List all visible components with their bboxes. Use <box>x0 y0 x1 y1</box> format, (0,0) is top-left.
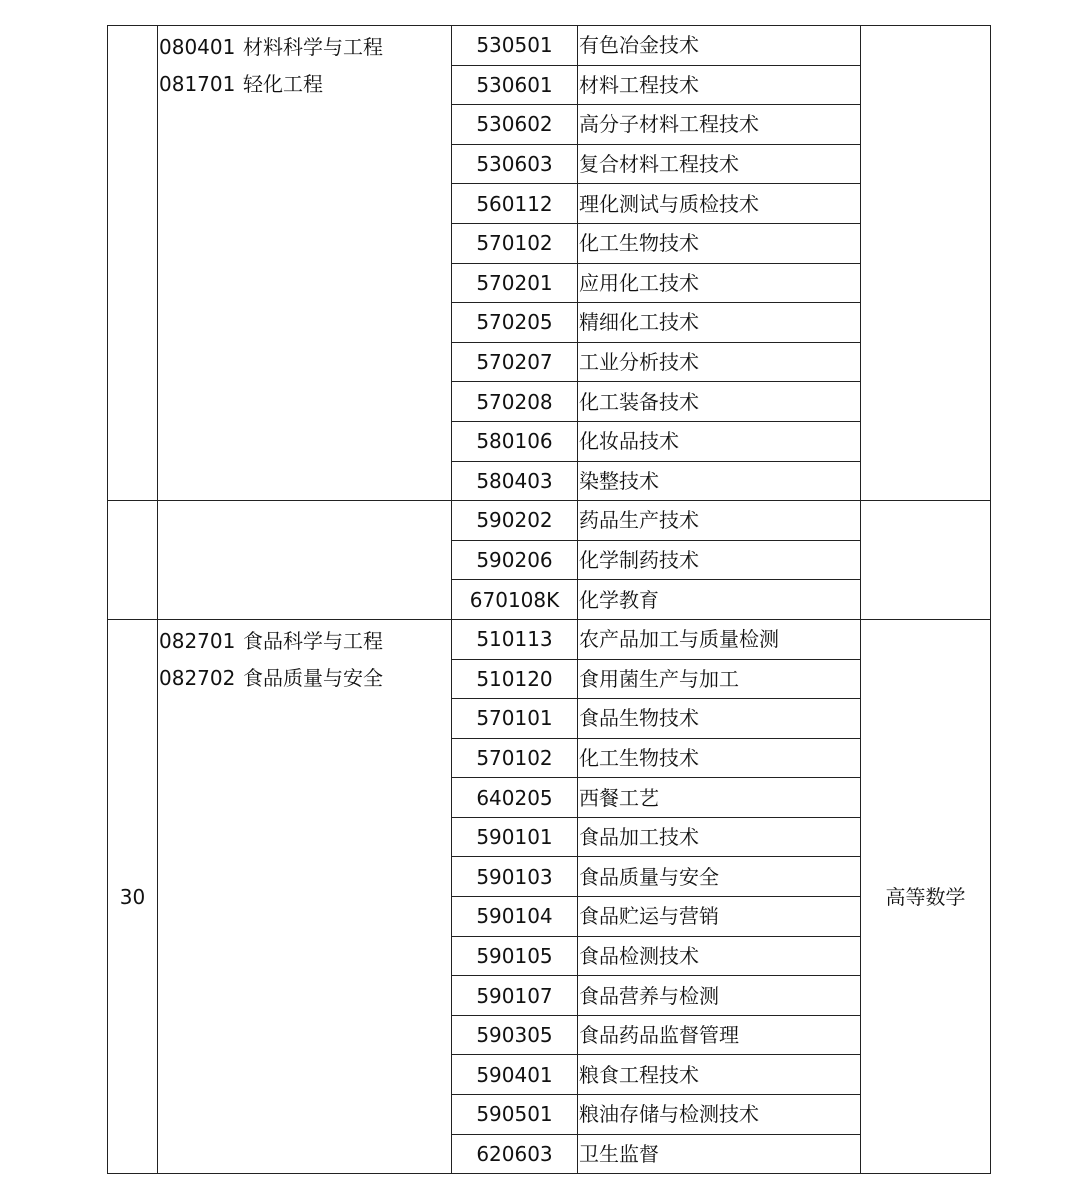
vocational-major-code: 570207 <box>452 342 578 382</box>
vocational-major-code: 590501 <box>452 1095 578 1135</box>
vocational-major-name: 食品检测技术 <box>578 936 861 976</box>
vocational-major-code: 530601 <box>452 65 578 105</box>
vocational-major-code: 590101 <box>452 817 578 857</box>
vocational-major-name: 食品药品监督管理 <box>578 1015 861 1055</box>
vocational-major-name: 卫生监督 <box>578 1134 861 1174</box>
vocational-major-name: 有色冶金技术 <box>578 26 861 66</box>
vocational-major-name: 药品生产技术 <box>578 501 861 541</box>
undergrad-major <box>159 63 451 100</box>
undergrad-major-name: 食品科学与工程 <box>243 628 383 653</box>
vocational-major-code: 530501 <box>452 26 578 66</box>
vocational-major-name: 化工生物技术 <box>578 738 861 778</box>
vocational-major-code: 560112 <box>452 184 578 224</box>
vocational-major-name: 粮食工程技术 <box>578 1055 861 1095</box>
vocational-major-name: 化妆品技术 <box>578 421 861 461</box>
group-number-cell <box>108 501 158 620</box>
vocational-major-name: 染整技术 <box>578 461 861 501</box>
major-mapping-table <box>107 25 991 1174</box>
table-row <box>108 619 991 659</box>
undergrad-major-cell <box>158 501 452 620</box>
vocational-major-code: 510113 <box>452 619 578 659</box>
vocational-major-code: 670108K <box>452 580 578 620</box>
vocational-major-code: 590202 <box>452 501 578 541</box>
vocational-major-code: 590401 <box>452 1055 578 1095</box>
undergrad-major <box>159 620 451 657</box>
undergrad-major-name: 材料科学与工程 <box>243 35 383 59</box>
vocational-major-code: 570208 <box>452 382 578 422</box>
vocational-major-name: 化学制药技术 <box>578 540 861 580</box>
exam-subject-cell: 高等数学 <box>861 619 991 1173</box>
vocational-major-name: 精细化工技术 <box>578 303 861 343</box>
group-number-cell: 30 <box>108 619 158 1173</box>
exam-subject-cell <box>861 501 991 620</box>
undergrad-major-code: 081701 <box>159 72 236 96</box>
vocational-major-name: 高分子材料工程技术 <box>578 105 861 145</box>
undergrad-major-code: 082701 <box>159 628 236 653</box>
vocational-major-code: 590107 <box>452 976 578 1016</box>
vocational-major-name: 粮油存储与检测技术 <box>578 1095 861 1135</box>
vocational-major-name: 化工装备技术 <box>578 382 861 422</box>
exam-subject-cell <box>861 26 991 501</box>
vocational-major-code: 590105 <box>452 936 578 976</box>
vocational-major-name: 工业分析技术 <box>578 342 861 382</box>
vocational-major-code: 530602 <box>452 105 578 145</box>
vocational-major-name: 复合材料工程技术 <box>578 144 861 184</box>
vocational-major-name: 材料工程技术 <box>578 65 861 105</box>
group-number-cell <box>108 26 158 501</box>
table-row <box>108 26 991 66</box>
vocational-major-name: 食品营养与检测 <box>578 976 861 1016</box>
undergrad-major <box>159 26 451 63</box>
vocational-major-code: 570101 <box>452 699 578 739</box>
vocational-major-name: 西餐工艺 <box>578 778 861 818</box>
table-row <box>108 501 991 541</box>
vocational-major-code: 580403 <box>452 461 578 501</box>
vocational-major-name: 食品加工技术 <box>578 817 861 857</box>
undergrad-major-cell <box>158 619 452 1173</box>
undergrad-major-name: 食品质量与安全 <box>243 665 383 690</box>
vocational-major-code: 620603 <box>452 1134 578 1174</box>
vocational-major-name: 食用菌生产与加工 <box>578 659 861 699</box>
vocational-major-code: 590305 <box>452 1015 578 1055</box>
vocational-major-name: 化学教育 <box>578 580 861 620</box>
vocational-major-code: 510120 <box>452 659 578 699</box>
vocational-major-name: 食品贮运与营销 <box>578 897 861 937</box>
undergrad-major-cell <box>158 26 452 501</box>
vocational-major-name: 食品生物技术 <box>578 699 861 739</box>
vocational-major-code: 580106 <box>452 421 578 461</box>
vocational-major-name: 化工生物技术 <box>578 223 861 263</box>
undergrad-major-name: 轻化工程 <box>243 72 323 96</box>
vocational-major-code: 590206 <box>452 540 578 580</box>
vocational-major-code: 590103 <box>452 857 578 897</box>
vocational-major-code: 570102 <box>452 223 578 263</box>
undergrad-major-code: 080401 <box>159 35 236 59</box>
vocational-major-code: 530603 <box>452 144 578 184</box>
vocational-major-name: 食品质量与安全 <box>578 857 861 897</box>
vocational-major-code: 570205 <box>452 303 578 343</box>
vocational-major-code: 570201 <box>452 263 578 303</box>
vocational-major-code: 570102 <box>452 738 578 778</box>
vocational-major-name: 理化测试与质检技术 <box>578 184 861 224</box>
vocational-major-name: 农产品加工与质量检测 <box>578 619 861 659</box>
vocational-major-code: 590104 <box>452 897 578 937</box>
vocational-major-code: 640205 <box>452 778 578 818</box>
undergrad-major-code: 082702 <box>159 665 236 690</box>
undergrad-major <box>159 657 451 694</box>
vocational-major-name: 应用化工技术 <box>578 263 861 303</box>
